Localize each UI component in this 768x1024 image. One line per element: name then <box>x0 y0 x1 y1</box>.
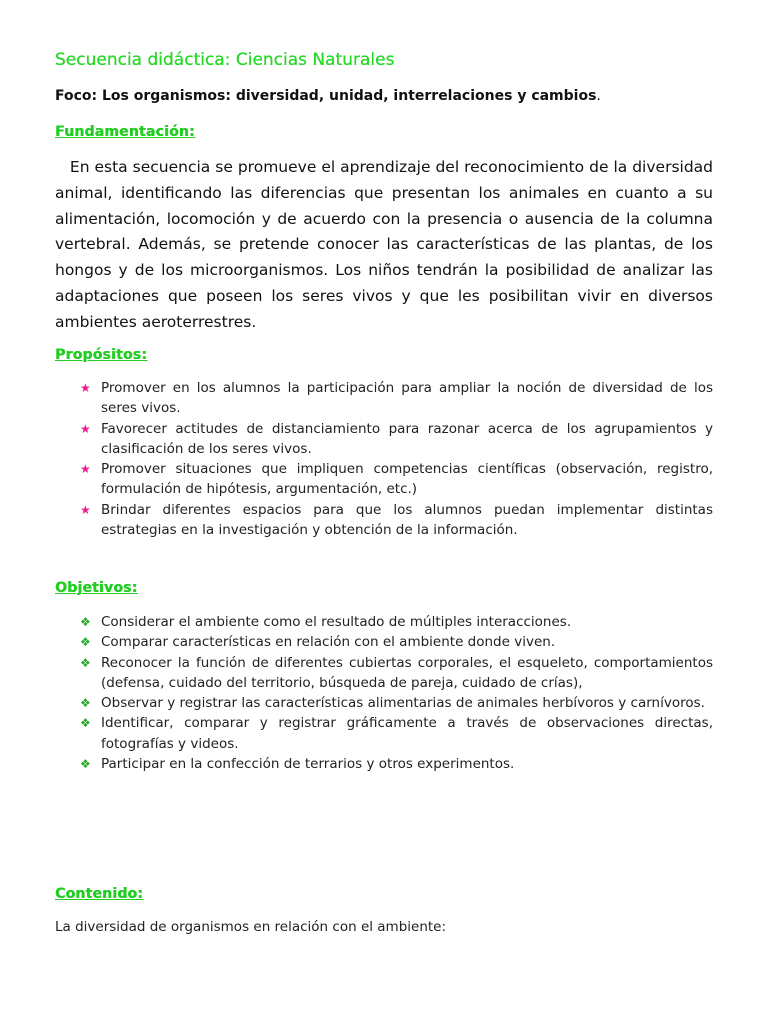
objetivos-heading: Objetivos: <box>55 580 138 596</box>
diamond-bullet-icon: ❖ <box>80 716 91 731</box>
propositos-heading: Propósitos: <box>55 347 147 363</box>
list-item-text: Participar en la confección de terrarios y otros experimentos. <box>101 756 515 773</box>
star-bullet-icon: ★ <box>80 502 91 517</box>
list-item-text: Observar y registrar las características alimentarias de animales herbívoros y carnívoros. <box>101 695 705 712</box>
list-item-text: Brindar diferentes espacios para que los alumnos puedan implementar distintas estrategias en la investigación y obtención de la información. <box>101 501 713 539</box>
focus-label: Foco <box>55 88 92 104</box>
list-item <box>80 500 713 541</box>
focus-end: . <box>596 88 601 104</box>
star-bullet-icon: ★ <box>80 381 91 395</box>
list-item-text: Promover en los alumnos la participación para ampliar la noción de diversidad de los seres vivos. <box>101 380 713 417</box>
list-item-text: Promover situaciones que impliquen competencias científicas (observación, registro, formulación de hipótesis, argumentación, etc.) <box>101 461 713 498</box>
diamond-bullet-icon: ❖ <box>80 615 91 629</box>
list-item <box>80 378 713 419</box>
star-bullet-icon: ★ <box>80 421 91 436</box>
propositos-list <box>80 378 713 540</box>
list-item <box>80 653 713 694</box>
list-item <box>80 693 713 713</box>
list-item <box>80 713 713 754</box>
fundamentacion-paragraph: En esta secuencia se promueve el aprendizaje del reconocimiento de la diversidad animal, identificando las diferencias que presentan los animales en cuanto a su alimentación, locomoción y de acuerdo con la presencia o ausencia de la columna vertebral. Además, se pretende conocer las características de las plantas, de los hongos y de los microorganismos. Los niños tendrán la posibilidad de analizar las adaptaciones que poseen los seres vivos y que les posibilitan vivir en diversos ambientes aeroterrestres. <box>55 158 714 331</box>
contenido-text: La diversidad de organismos en relación con el ambiente: <box>55 919 447 935</box>
list-item-text: Comparar características en relación con el ambiente donde viven. <box>101 634 556 651</box>
list-item-text: Identificar, comparar y registrar gráficamente a través de observaciones directas, fotografías y videos. <box>101 715 713 752</box>
diamond-bullet-icon: ❖ <box>80 696 91 711</box>
focus-line <box>55 88 601 104</box>
diamond-bullet-icon: ❖ <box>80 635 91 650</box>
list-item-text: Reconocer la función de diferentes cubiertas corporales, el esqueleto, comportamientos (defensa, cuidado del territorio, búsqueda de pareja, cuidado de crías), <box>101 654 713 691</box>
list-item <box>80 632 713 652</box>
list-item <box>80 612 713 632</box>
contenido-heading: Contenido: <box>55 886 144 902</box>
focus-text: : Los organismos: diversidad, unidad, interrelaciones y cambios <box>91 88 597 104</box>
diamond-bullet-icon: ❖ <box>80 757 91 772</box>
objetivos-list <box>80 612 713 774</box>
list-item-text: Favorecer actitudes de distanciamiento para razonar acerca de los agrupamientos y clasificación de los seres vivos. <box>101 420 713 457</box>
star-bullet-icon: ★ <box>80 462 91 477</box>
fundamentacion-text <box>55 155 713 336</box>
list-item-text: Considerar el ambiente como el resultado de múltiples interacciones. <box>101 614 572 630</box>
list-item <box>80 754 713 774</box>
document-title: Secuencia didáctica: Ciencias Naturales <box>55 50 395 70</box>
fundamentacion-heading: Fundamentación: <box>55 124 195 140</box>
list-item <box>80 419 713 460</box>
list-item <box>80 459 713 500</box>
diamond-bullet-icon: ❖ <box>80 655 91 670</box>
